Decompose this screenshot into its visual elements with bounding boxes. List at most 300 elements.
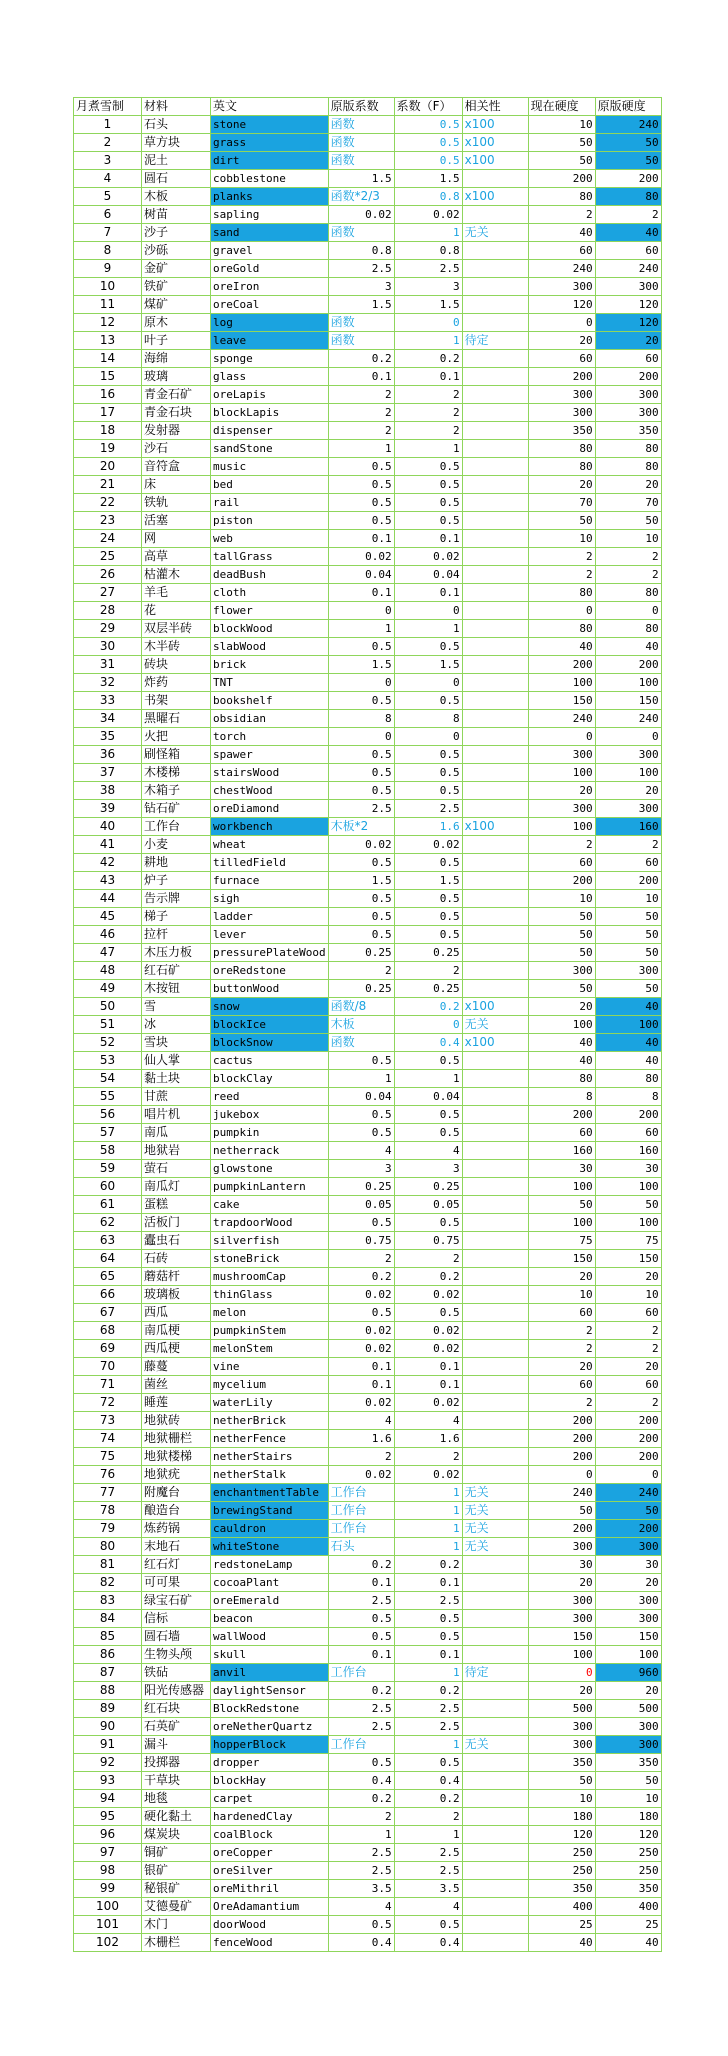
cell-orig-hardness: 40 [595,1052,661,1070]
table-row [74,980,662,998]
cell-id: 101 [74,1916,142,1934]
cell-coef-f: 0.5 [394,1754,462,1772]
cell-english: cauldron [211,1520,329,1538]
cell-coef-f: 0.5 [394,512,462,530]
cell-material: 可可果 [142,1574,211,1592]
table-row [74,1448,662,1466]
cell-orig-coef: 函数 [328,314,394,332]
table-row [74,1736,662,1754]
cell-english: TNT [211,674,329,692]
cell-orig-coef: 0.5 [328,746,394,764]
cell-orig-coef: 0.5 [328,926,394,944]
cell-orig-hardness: 160 [595,1142,661,1160]
cell-orig-hardness: 300 [595,1736,661,1754]
cell-english: cactus [211,1052,329,1070]
cell-orig-hardness: 120 [595,296,661,314]
cell-id: 49 [74,980,142,998]
cell-orig-hardness: 80 [595,458,661,476]
cell-relevance [462,1340,528,1358]
cell-current-hardness: 50 [528,1772,595,1790]
cell-current-hardness: 100 [528,1646,595,1664]
cell-coef-f: 4 [394,1412,462,1430]
cell-current-hardness: 8 [528,1088,595,1106]
cell-current-hardness: 75 [528,1232,595,1250]
cell-current-hardness: 0 [528,314,595,332]
cell-material: 床 [142,476,211,494]
cell-relevance [462,1790,528,1808]
cell-relevance [462,1646,528,1664]
table-row [74,1070,662,1088]
cell-material: 红石矿 [142,962,211,980]
cell-material: 南瓜灯 [142,1178,211,1196]
cell-material: 玻璃板 [142,1286,211,1304]
cell-material: 附魔台 [142,1484,211,1502]
cell-orig-coef: 工作台 [328,1520,394,1538]
cell-coef-f: 0.5 [394,494,462,512]
cell-orig-coef: 1 [328,440,394,458]
cell-relevance [462,440,528,458]
cell-id: 77 [74,1484,142,1502]
cell-english: oreIron [211,278,329,296]
cell-material: 煤矿 [142,296,211,314]
cell-orig-hardness: 20 [595,1358,661,1376]
cell-current-hardness: 20 [528,1268,595,1286]
cell-id: 79 [74,1520,142,1538]
cell-current-hardness: 200 [528,1106,595,1124]
cell-current-hardness: 100 [528,1214,595,1232]
table-row [74,764,662,782]
table-row [74,1628,662,1646]
table-row [74,1790,662,1808]
cell-orig-coef: 0.5 [328,854,394,872]
cell-material: 书架 [142,692,211,710]
cell-english: skull [211,1646,329,1664]
table-row [74,1844,662,1862]
cell-orig-hardness: 50 [595,134,661,152]
cell-orig-coef: 2.5 [328,260,394,278]
cell-relevance [462,1268,528,1286]
header-cell-orig-coef: 原版系数 [328,98,394,116]
cell-id: 96 [74,1826,142,1844]
cell-english: cobblestone [211,170,329,188]
cell-id: 84 [74,1610,142,1628]
cell-english: tilledField [211,854,329,872]
cell-orig-hardness: 300 [595,1538,661,1556]
cell-current-hardness: 300 [528,1538,595,1556]
cell-english: daylightSensor [211,1682,329,1700]
cell-id: 50 [74,998,142,1016]
cell-current-hardness: 400 [528,1898,595,1916]
cell-id: 34 [74,710,142,728]
cell-orig-hardness: 350 [595,422,661,440]
cell-english: cloth [211,584,329,602]
cell-orig-coef: 0.02 [328,1340,394,1358]
cell-orig-hardness: 100 [595,1646,661,1664]
cell-id: 8 [74,242,142,260]
cell-coef-f: 0.1 [394,1358,462,1376]
cell-current-hardness: 250 [528,1862,595,1880]
cell-id: 90 [74,1718,142,1736]
cell-coef-f: 0.2 [394,1790,462,1808]
cell-material: 木板 [142,188,211,206]
cell-current-hardness: 10 [528,116,595,134]
cell-material: 沙子 [142,224,211,242]
cell-relevance [462,566,528,584]
cell-english: wallWood [211,1628,329,1646]
cell-id: 59 [74,1160,142,1178]
cell-coef-f: 0.5 [394,1304,462,1322]
cell-relevance: 无关 [462,1016,528,1034]
cell-relevance [462,1880,528,1898]
cell-material: 梯子 [142,908,211,926]
cell-orig-coef: 8 [328,710,394,728]
cell-relevance [462,1124,528,1142]
table-row [74,944,662,962]
cell-english: dispenser [211,422,329,440]
cell-orig-coef: 1.5 [328,170,394,188]
cell-coef-f: 0.04 [394,1088,462,1106]
table-row [74,638,662,656]
cell-coef-f: 0.4 [394,1772,462,1790]
cell-current-hardness: 40 [528,224,595,242]
cell-material: 硬化黏土 [142,1808,211,1826]
cell-material: 雪 [142,998,211,1016]
cell-coef-f: 1 [394,1826,462,1844]
cell-id: 102 [74,1934,142,1952]
table-row [74,1286,662,1304]
cell-english: grass [211,134,329,152]
cell-orig-coef: 0 [328,728,394,746]
cell-material: 仙人掌 [142,1052,211,1070]
cell-english: stairsWood [211,764,329,782]
cell-english: blockLapis [211,404,329,422]
cell-english: mushroomCap [211,1268,329,1286]
cell-id: 4 [74,170,142,188]
header-cell-coef-f: 系数（F） [394,98,462,116]
cell-relevance [462,206,528,224]
cell-orig-coef: 函数*2/3 [328,188,394,206]
cell-relevance: x100 [462,998,528,1016]
cell-english: lever [211,926,329,944]
table-row [74,1916,662,1934]
cell-material: 火把 [142,728,211,746]
cell-material: 圆石墙 [142,1628,211,1646]
table-row [74,170,662,188]
cell-orig-coef: 0.5 [328,638,394,656]
cell-relevance [462,1844,528,1862]
cell-id: 91 [74,1736,142,1754]
table-row [74,1934,662,1952]
cell-orig-coef: 0.25 [328,980,394,998]
cell-relevance [462,1610,528,1628]
cell-relevance [462,458,528,476]
cell-current-hardness: 300 [528,1610,595,1628]
cell-current-hardness: 40 [528,1034,595,1052]
cell-english: cocoaPlant [211,1574,329,1592]
cell-id: 5 [74,188,142,206]
cell-english: netherFence [211,1430,329,1448]
cell-coef-f: 1 [394,440,462,458]
cell-relevance: x100 [462,134,528,152]
cell-relevance [462,350,528,368]
cell-coef-f: 0.1 [394,1376,462,1394]
cell-coef-f: 3.5 [394,1880,462,1898]
cell-id: 27 [74,584,142,602]
cell-orig-hardness: 250 [595,1844,661,1862]
cell-relevance [462,368,528,386]
cell-english: brick [211,656,329,674]
cell-orig-coef: 函数 [328,332,394,350]
table-row [74,1124,662,1142]
cell-relevance [462,422,528,440]
cell-orig-coef: 0.5 [328,1304,394,1322]
header-cell-current-hardness: 现在硬度 [528,98,595,116]
cell-id: 13 [74,332,142,350]
cell-coef-f: 0.5 [394,890,462,908]
cell-orig-coef: 1.5 [328,296,394,314]
cell-coef-f: 0.75 [394,1232,462,1250]
table-row [74,1556,662,1574]
cell-coef-f: 2 [394,1448,462,1466]
cell-current-hardness: 2 [528,548,595,566]
cell-english: sand [211,224,329,242]
cell-current-hardness: 25 [528,1916,595,1934]
cell-id: 97 [74,1844,142,1862]
cell-orig-coef: 2 [328,1448,394,1466]
cell-coef-f: 1 [394,332,462,350]
cell-coef-f: 2 [394,422,462,440]
cell-english: reed [211,1088,329,1106]
cell-id: 6 [74,206,142,224]
cell-orig-coef: 3 [328,1160,394,1178]
cell-coef-f: 0.02 [394,206,462,224]
cell-material: 泥土 [142,152,211,170]
cell-orig-hardness: 50 [595,512,661,530]
cell-orig-coef: 2 [328,386,394,404]
cell-relevance [462,494,528,512]
cell-orig-coef: 工作台 [328,1664,394,1682]
cell-coef-f: 1 [394,224,462,242]
cell-material: 地狱岩 [142,1142,211,1160]
cell-coef-f: 0.2 [394,1682,462,1700]
cell-orig-coef: 石头 [328,1538,394,1556]
cell-relevance [462,1106,528,1124]
cell-current-hardness: 300 [528,404,595,422]
cell-coef-f: 0.5 [394,782,462,800]
table-row [74,1574,662,1592]
cell-material: 艾德曼矿 [142,1898,211,1916]
cell-relevance [462,1160,528,1178]
cell-coef-f: 0.5 [394,764,462,782]
cell-relevance [462,764,528,782]
cell-coef-f: 0.5 [394,134,462,152]
cell-current-hardness: 60 [528,1376,595,1394]
cell-coef-f: 0.25 [394,980,462,998]
cell-current-hardness: 20 [528,1682,595,1700]
cell-orig-coef: 1 [328,620,394,638]
cell-material: 地狱砖 [142,1412,211,1430]
cell-current-hardness: 350 [528,1880,595,1898]
cell-id: 61 [74,1196,142,1214]
cell-relevance [462,1772,528,1790]
cell-material: 刷怪箱 [142,746,211,764]
cell-relevance [462,1700,528,1718]
cell-relevance [462,1556,528,1574]
table-row [74,404,662,422]
cell-material: 木栅栏 [142,1934,211,1952]
cell-orig-coef: 函数 [328,134,394,152]
cell-id: 38 [74,782,142,800]
cell-material: 石英矿 [142,1718,211,1736]
cell-orig-hardness: 200 [595,1412,661,1430]
cell-coef-f: 0.04 [394,566,462,584]
cell-orig-coef: 1.5 [328,872,394,890]
cell-english: bookshelf [211,692,329,710]
cell-coef-f: 0 [394,314,462,332]
cell-orig-hardness: 50 [595,1196,661,1214]
table-row [74,386,662,404]
cell-id: 43 [74,872,142,890]
cell-material: 红石块 [142,1700,211,1718]
table-row [74,728,662,746]
cell-relevance [462,1376,528,1394]
cell-relevance [462,314,528,332]
cell-orig-hardness: 100 [595,764,661,782]
cell-orig-hardness: 75 [595,1232,661,1250]
cell-english: stoneBrick [211,1250,329,1268]
cell-english: redstoneLamp [211,1556,329,1574]
table-row [74,656,662,674]
cell-current-hardness: 100 [528,674,595,692]
cell-coef-f: 1.6 [394,1430,462,1448]
cell-current-hardness: 60 [528,350,595,368]
cell-current-hardness: 20 [528,1574,595,1592]
cell-orig-hardness: 200 [595,1520,661,1538]
cell-current-hardness: 0 [528,1466,595,1484]
cell-orig-hardness: 2 [595,1394,661,1412]
cell-coef-f: 0.02 [394,1286,462,1304]
cell-current-hardness: 50 [528,926,595,944]
cell-id: 58 [74,1142,142,1160]
cell-material: 南瓜 [142,1124,211,1142]
cell-id: 46 [74,926,142,944]
table-row [74,512,662,530]
table-row [74,134,662,152]
cell-coef-f: 3 [394,1160,462,1178]
cell-orig-hardness: 300 [595,1718,661,1736]
cell-material: 酿造台 [142,1502,211,1520]
cell-current-hardness: 200 [528,368,595,386]
cell-english: web [211,530,329,548]
cell-relevance [462,512,528,530]
cell-english: oreGold [211,260,329,278]
table-row [74,1196,662,1214]
cell-id: 54 [74,1070,142,1088]
cell-orig-hardness: 100 [595,674,661,692]
cell-current-hardness: 40 [528,1052,595,1070]
cell-coef-f: 0.5 [394,1628,462,1646]
cell-id: 100 [74,1898,142,1916]
cell-current-hardness: 150 [528,1628,595,1646]
cell-material: 红石灯 [142,1556,211,1574]
cell-orig-coef: 4 [328,1898,394,1916]
cell-current-hardness: 150 [528,1250,595,1268]
cell-id: 17 [74,404,142,422]
cell-current-hardness: 50 [528,908,595,926]
cell-coef-f: 0 [394,602,462,620]
cell-material: 发射器 [142,422,211,440]
cell-relevance: x100 [462,152,528,170]
cell-current-hardness: 2 [528,566,595,584]
cell-relevance [462,1592,528,1610]
cell-relevance [462,1682,528,1700]
cell-id: 82 [74,1574,142,1592]
table-row [74,278,662,296]
cell-id: 71 [74,1376,142,1394]
cell-english: doorWood [211,1916,329,1934]
table-row [74,494,662,512]
table-row [74,116,662,134]
cell-id: 45 [74,908,142,926]
cell-id: 31 [74,656,142,674]
cell-orig-coef: 2 [328,1808,394,1826]
cell-relevance: x100 [462,116,528,134]
cell-orig-hardness: 80 [595,440,661,458]
cell-orig-hardness: 60 [595,350,661,368]
cell-orig-hardness: 120 [595,1826,661,1844]
cell-orig-coef: 0.1 [328,584,394,602]
cell-orig-coef: 0.04 [328,566,394,584]
cell-relevance [462,1466,528,1484]
cell-orig-hardness: 400 [595,1898,661,1916]
cell-current-hardness: 500 [528,1700,595,1718]
cell-coef-f: 2 [394,1250,462,1268]
cell-id: 47 [74,944,142,962]
table-row [74,1880,662,1898]
cell-relevance [462,1574,528,1592]
cell-orig-coef: 1 [328,1070,394,1088]
cell-orig-hardness: 200 [595,656,661,674]
cell-coef-f: 0.5 [394,1106,462,1124]
table-row [74,1538,662,1556]
cell-orig-coef: 0.2 [328,1790,394,1808]
header-cell-relevance: 相关性 [462,98,528,116]
cell-material: 绿宝石矿 [142,1592,211,1610]
cell-coef-f: 0.05 [394,1196,462,1214]
cell-orig-hardness: 40 [595,998,661,1016]
cell-id: 78 [74,1502,142,1520]
cell-orig-hardness: 300 [595,962,661,980]
cell-english: coalBlock [211,1826,329,1844]
cell-orig-coef: 0.04 [328,1088,394,1106]
cell-orig-hardness: 2 [595,548,661,566]
cell-english: brewingStand [211,1502,329,1520]
cell-coef-f: 2.5 [394,1592,462,1610]
cell-english: blockWood [211,620,329,638]
cell-material: 青金石矿 [142,386,211,404]
cell-id: 85 [74,1628,142,1646]
cell-id: 35 [74,728,142,746]
cell-id: 95 [74,1808,142,1826]
cell-current-hardness: 40 [528,1934,595,1952]
cell-id: 41 [74,836,142,854]
table-row [74,1394,662,1412]
table-row [74,854,662,872]
cell-orig-coef: 0.5 [328,1052,394,1070]
cell-english: jukebox [211,1106,329,1124]
cell-current-hardness: 80 [528,188,595,206]
cell-coef-f: 0.02 [394,836,462,854]
